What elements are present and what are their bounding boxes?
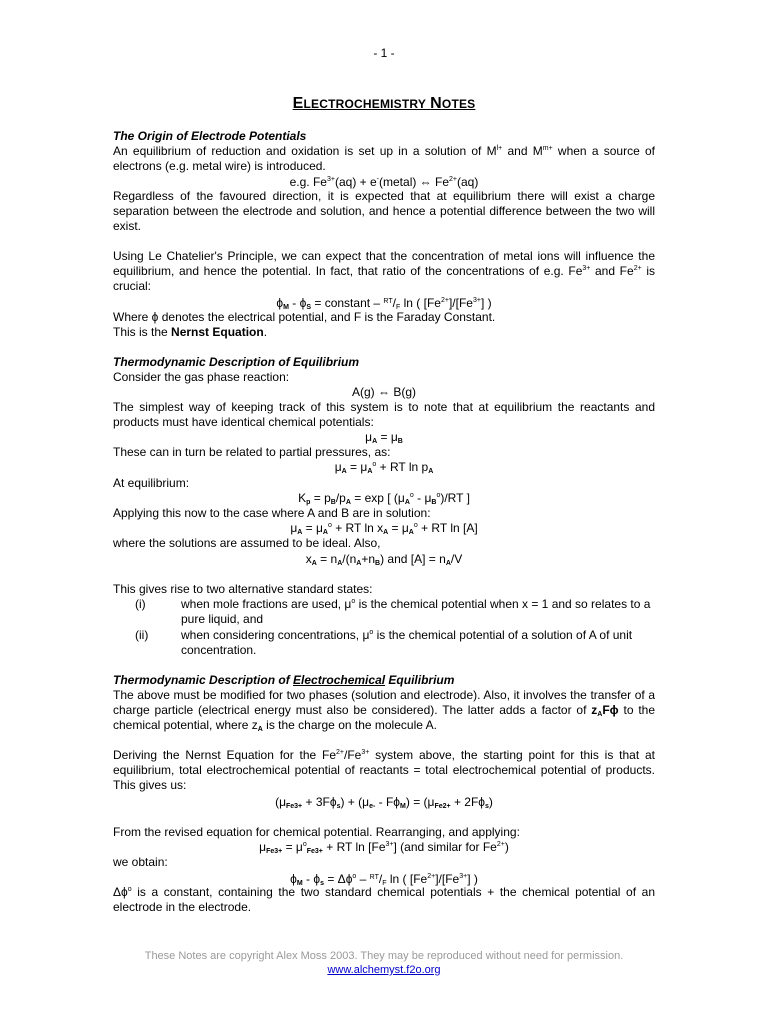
nernst-equation: $\phi_M - \phi_S$ = constant – $^{RT}$/F ln ( $[Fe^{2+}]/[Fe^{3+}]$ ): [276, 296, 492, 311]
copyright-note: These Notes are copyright Alex Moss 2003. They may be reproduced without need for permission.: [144, 950, 624, 962]
paragraph: Where ϕ denotes the electrical potential, and F is the Faraday Constant.: [113, 310, 496, 324]
paragraph: Consider the gas phase reaction:: [113, 370, 290, 384]
document-title: [0, 95, 768, 113]
paragraph: An equilibrium of reduction and oxidation is set up in a solution of $M^{l+}$ and $M^{m+}$ when a source of electrons (e.g. metal wire) is introduced.: [113, 144, 655, 173]
section-heading-equilibrium: Thermodynamic Description of Equilibrium: [113, 355, 360, 369]
paragraph: Deriving the Nernst Equation for the $Fe^{2+}/Fe^{3+}$ system above, the starting point for this is that at equilibrium, total electrochemical potential of reactants = total electrochemical potential of products. This gives us:: [113, 748, 656, 792]
paragraph: Using Le Chatelier's Principle, we can expect that the concentration of metal ions will influence the equilibrium, and hence the potential. In fact, that ratio of the concentrations of e.g. $Fe^{3+}$ and $Fe^{2+}$ is crucial:: [113, 249, 655, 293]
paragraph: From the revised equation for chemical potential. Rearranging, and applying:: [113, 825, 520, 839]
paragraph: This gives rise to two alternative standard states:: [113, 582, 373, 596]
paragraph: At equilibrium:: [113, 476, 190, 490]
equation: $\mu_A = \mu_A^o$ + RT $\ln x_A = \mu_A^o$ + RT ln [A]: [290, 521, 478, 536]
list-marker: (ii): [135, 628, 149, 642]
equation: e.g. $Fe^{3+}(aq)$ + e-(metal) ⇔ $Fe^{2+}(aq)$: [289, 175, 479, 189]
equation: A(g) ⇔ B(g): [351, 385, 416, 399]
paragraph: These can in turn be related to partial pressures, as:: [113, 445, 391, 459]
equation: $\mu_A = \mu_A^o$ + RT $\ln p_A$: [334, 460, 434, 475]
section-heading-origin: The Origin of Electrode Potentials: [113, 129, 307, 143]
title-rest-2: OTES: [441, 97, 476, 111]
title-rest-1: LECTROCHEMISTRY: [303, 97, 427, 111]
equation: $\mu_A = \mu_B$: [365, 430, 403, 445]
title-cap-2: N: [430, 95, 442, 112]
equation: $x_A = n_A/(n_A+n_B)$ and $[A] = n_A/V$: [305, 552, 463, 567]
paragraph: The above must be modified for two phases (solution and electrode). Also, it involves the transfer of a charge particle (electrical energy must also be considered). The latter adds a factor of $z_AF\phi$ to the chemical potential, where $z_A$ is the charge on the molecule A.: [113, 688, 656, 733]
list-marker: (i): [135, 597, 146, 611]
list-text: when mole fractions are used, $\mu^o$ is the chemical potential when x = 1 and so relates to a pure liquid, and: [181, 597, 651, 626]
equation: $\mu_{Fe3+} = \mu^o_{Fe3+}$ + RT $\ln [Fe^{3+}]$ (and similar for $Fe^{2+}$): [259, 840, 509, 855]
paragraph: $\Delta\phi^o$ is a constant, containing the two standard chemical potentials + the chemical potential of an electrode in the electrode.: [113, 885, 655, 914]
paragraph: where the solutions are assumed to be ideal. Also,: [113, 536, 381, 550]
nernst-equation: $\phi_M - \phi_s = \Delta\phi^o - ^{RT}/F$ ln ( $[Fe^{2+}]/[Fe^{3+}]$ ): [290, 872, 478, 887]
paragraph: The simplest way of keeping track of this system is to note that at equilibrium the reactants and products must have identical chemical potentials:: [113, 400, 655, 429]
website-link[interactable]: www.alchemyst.f2o.org: [327, 964, 441, 976]
section-heading-electrochemical: Thermodynamic Description of Electrochemical Equilibrium: [113, 673, 455, 687]
paragraph: Regardless of the favoured direction, it is expected that at equilibrium there will exist a charge separation between the electrode and solution, and hence a potential difference between the two will exist.: [113, 189, 655, 233]
equation: $(\mu_{Fe3+} + 3F\phi_s) + (\mu_{e-} - F\phi_M) = (\mu_{Fe2+} + 2F\phi_s)$: [275, 795, 493, 810]
title-cap-1: E: [292, 95, 304, 112]
page-number: - 1 -: [373, 46, 395, 60]
paragraph: Applying this now to the case where A and B are in solution:: [113, 506, 431, 520]
list-text: when considering concentrations, $\mu^o$ is the chemical potential of a solution of A of unit concentration.: [181, 628, 633, 657]
equation: $K_p = p_B/p_A = \exp$ [ $(\mu_A^o - \mu_B^o)/RT$ ]: [298, 491, 470, 506]
paragraph: This is the Nernst Equation.: [113, 325, 268, 339]
paragraph: we obtain:: [113, 855, 168, 869]
